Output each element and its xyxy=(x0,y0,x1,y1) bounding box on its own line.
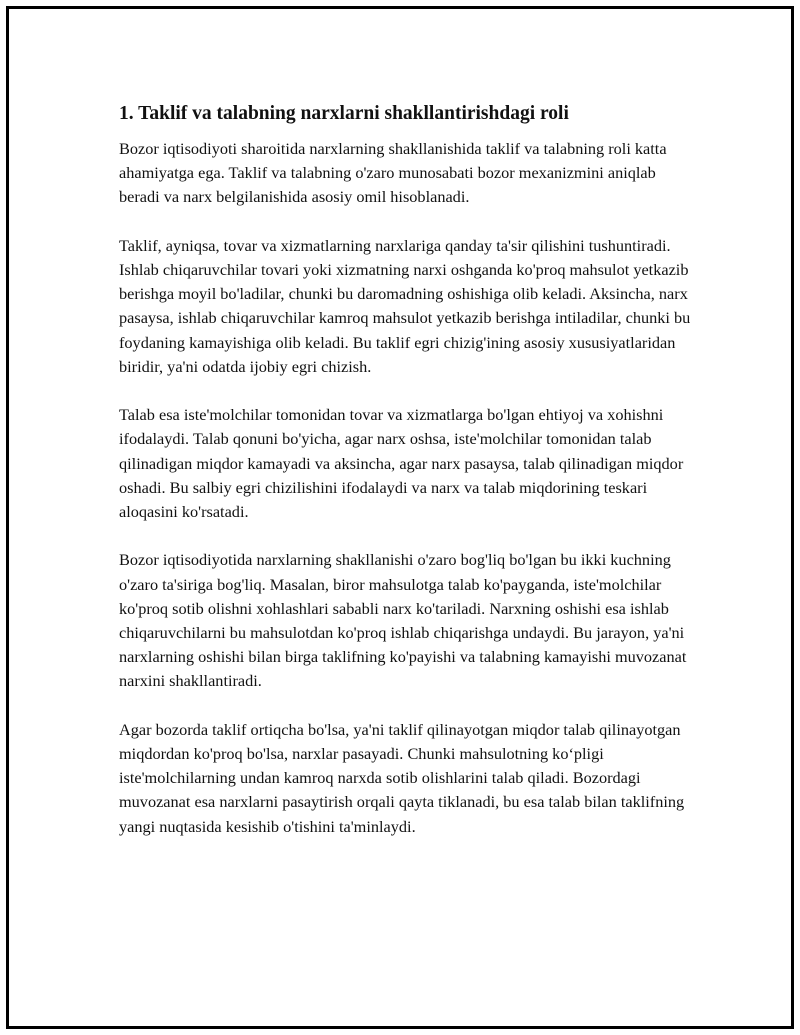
document-title: 1. Taklif va talabning narxlarni shakllantirishdagi roli xyxy=(119,103,569,124)
paragraph-interaction: Bozor iqtisodiyotida narxlarning shakllanishi o'zaro bog'liq bo'lgan bu ikki kuchning o'zaro ta'siriga bog'liq. Masalan, biror mahsulotga talab ko'payganda, iste'molchilar ko'proq sotib olishni xohlashlari sababli narx ko'tariladi. Narxning oshishi esa ishlab chiqaruvchilarni bu mahsulotdan ko'proq ishlab chiqarishga undaydi. Bu jarayon, ya'ni narxlarning oshishi bilan birga taklifning ko'payishi va talabning kamayishi muvozanat narxini shakllantiradi. xyxy=(119,550,687,691)
paragraph-intro: Bozor iqtisodiyoti sharoitida narxlarning shakllanishida taklif va talabning roli katta ahamiyatga ega. Taklif va talabning o'zaro munosabati bozor mexanizmini aniqlab beradi va narx belgilanishida asosiy omil hisoblanadi. xyxy=(119,139,667,207)
paragraph-demand: Talab esa iste'molchilar tomonidan tovar va xizmatlarga bo'lgan ehtiyoj va xohishni ifodalaydi. Talab qonuni bo'yicha, agar narx oshsa, iste'molchilar tomonidan talab qilinadigan miqdor kamayadi va aksincha, agar narx pasaysa, talab qilinadigan miqdor oshadi. Bu salbiy egri chizilishini ifodalaydi va narx va talab miqdorining teskari aloqasini ko'rsatadi. xyxy=(119,405,684,522)
paragraph-supply: Taklif, ayniqsa, tovar va xizmatlarning narxlariga qanday ta'sir qilishini tushuntiradi. Ishlab chiqaruvchilar tovari yoki xizmatning narxi oshganda ko'proq mahsulot yetkazib berishga moyil bo'ladilar, chunki bu daromadning oshishiga olib keladi. Aksincha, narx pasaysa, ishlab chiqaruvchilar kamroq mahsulot yetkazib berishga intiladilar, chunki bu foydaning kamayishiga olib keladi. Bu taklif egri chizig'ining asosiy xususiyatlaridan biridir, ya'ni odatda ijobiy egri chizish. xyxy=(119,235,691,376)
paragraph-surplus: Agar bozorda taklif ortiqcha bo'lsa, ya'ni taklif qilinayotgan miqdor talab qilinayotgan miqdordan ko'proq bo'lsa, narxlar pasayadi. Chunki mahsulotning ko‘pligi iste'molchilarning undan kamroq narxda sotib olishlarini talab qiladi. Bozordagi muvozanat esa narxlarni pasaytirish orqali qayta tiklanadi, bu esa talab bilan taklifning yangi nuqtasida kesishib o'tishini ta'minlaydi. xyxy=(119,719,685,836)
document-body xyxy=(119,101,699,863)
page-frame xyxy=(6,6,794,1029)
